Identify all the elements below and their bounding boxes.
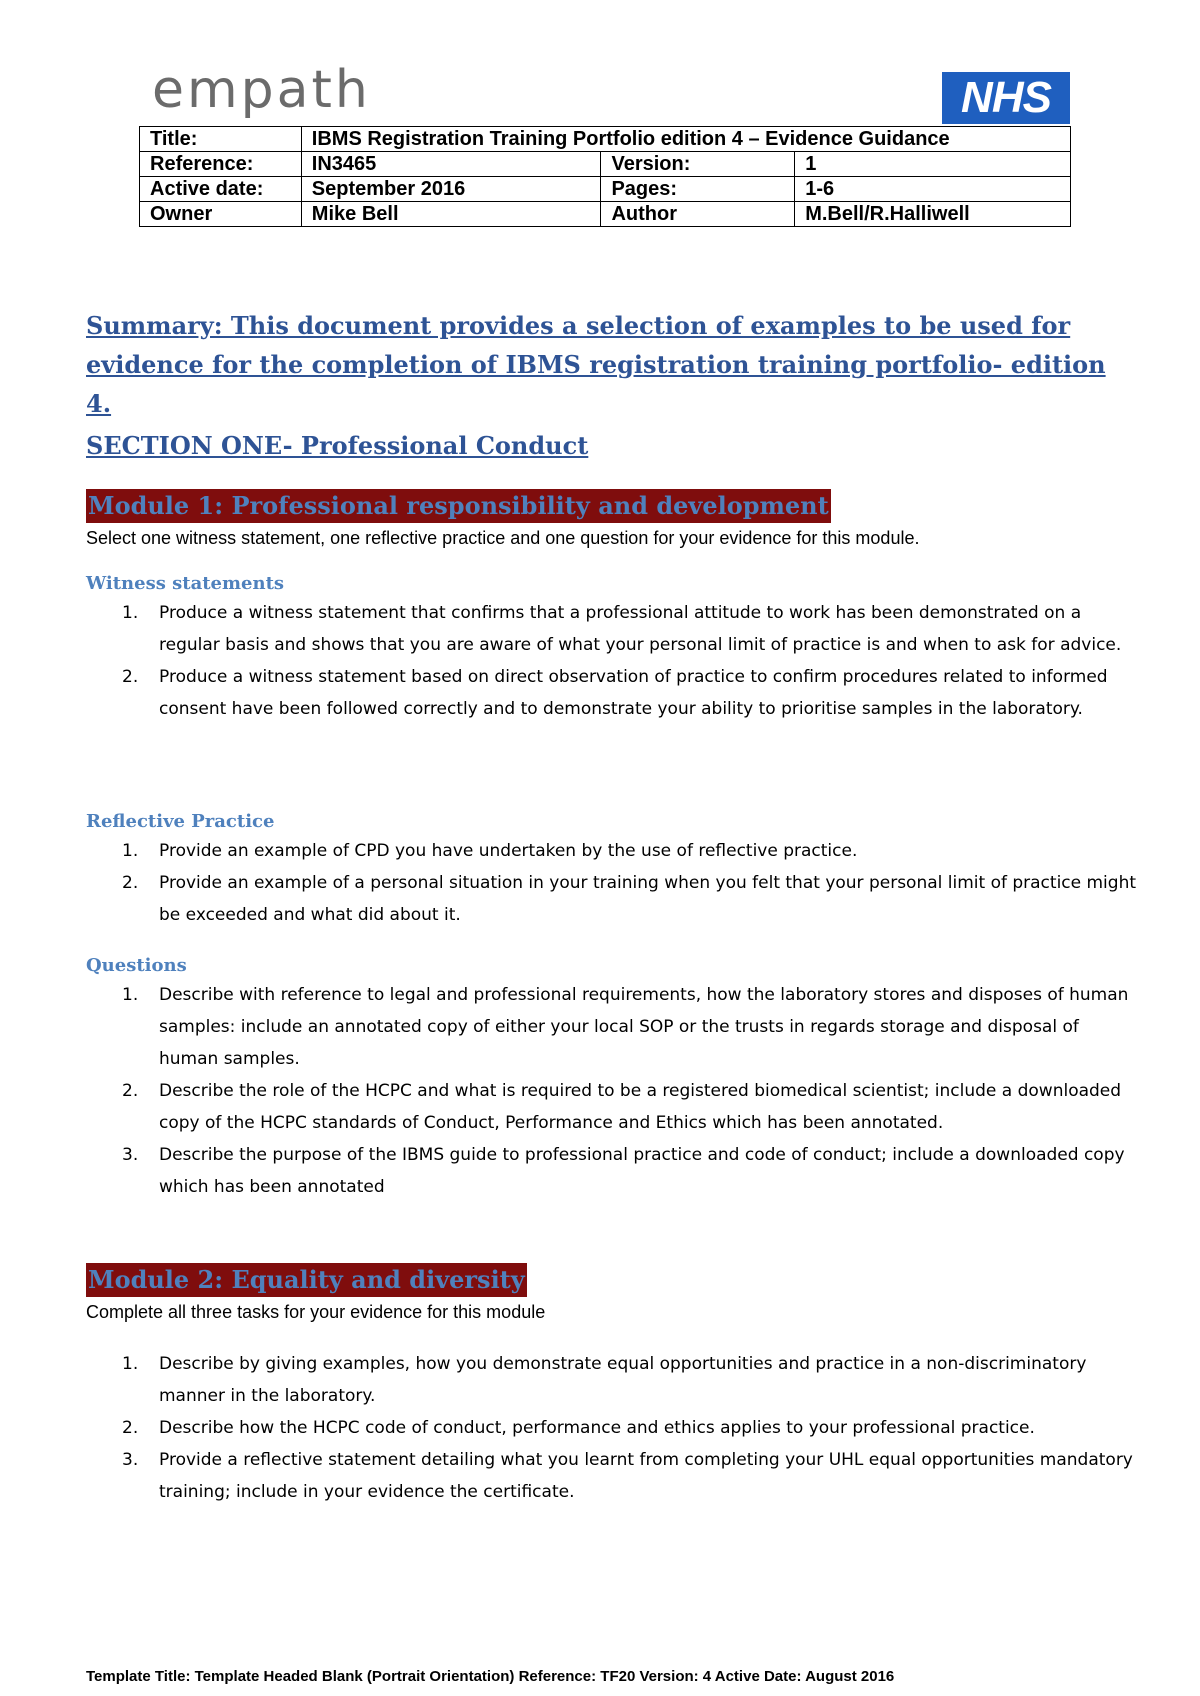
section-title: SECTION ONE- Professional Conduct [86, 431, 589, 460]
page-footer: Template Title: Template Headed Blank (Portrait Orientation) Reference: TF20 Version: 4 Active Date: August 2016 [86, 1668, 895, 1685]
list-item: 1. Provide an example of CPD you have undertaken by the use of reflective practice. [122, 841, 858, 861]
module1-intro: Select one witness statement, one reflective practice and one question for your evidence for this module. [86, 528, 920, 548]
empath-logo: empath [152, 60, 371, 120]
list-item: 2. Provide an example of a personal situation in your training when you felt that your personal limit of practice might be exceeded and what did about it. [122, 873, 1137, 925]
owner-value: Mike Bell [301, 202, 601, 227]
list-item: 3. Provide a reflective statement detailing what you learnt from completing your UHL equal opportunities mandatory training; include in your evidence the certificate. [122, 1450, 1133, 1502]
reference-label: Reference: [140, 152, 302, 177]
author-value: M.Bell/R.Halliwell [795, 202, 1071, 227]
list-item: 2. Describe the role of the HCPC and what is required to be a registered biomedical scientist; include a downloaded copy of the HCPC standards of Conduct, Performance and Ethics which has been annotated. [122, 1081, 1122, 1133]
reference-value: IN3465 [301, 152, 601, 177]
list-item: 2. Describe how the HCPC code of conduct, performance and ethics applies to your professional practice. [122, 1418, 1035, 1438]
module2-task-list [86, 1348, 1136, 1508]
questions-heading: Questions [86, 955, 187, 976]
list-item: 1. Describe by giving examples, how you demonstrate equal opportunities and practice in a non-discriminatory manner in the laboratory. [122, 1354, 1087, 1406]
witness-statements-heading: Witness statements [86, 573, 285, 594]
title-label: Title: [140, 127, 302, 152]
witness-statements-list [86, 597, 1136, 725]
active-date-value: September 2016 [301, 177, 601, 202]
reflective-practice-heading: Reflective Practice [86, 811, 275, 832]
pages-label: Pages: [601, 177, 795, 202]
list-item: 3. Describe the purpose of the IBMS guide to professional practice and code of conduct; include a downloaded copy which has been annotated [122, 1145, 1125, 1197]
owner-label: Owner [140, 202, 302, 227]
version-label: Version: [601, 152, 795, 177]
pages-value: 1-6 [795, 177, 1071, 202]
summary-heading: Summary: This document provides a selection of examples to be used for evidence for the completion of IBMS registration training portfolio- edition 4. [86, 311, 1106, 418]
meta-row-owner [140, 202, 1071, 227]
nhs-logo: NHS [942, 72, 1070, 124]
active-date-label: Active date: [140, 177, 302, 202]
version-value: 1 [795, 152, 1071, 177]
reflective-practice-list [86, 835, 1136, 931]
title-value: IBMS Registration Training Portfolio edition 4 – Evidence Guidance [301, 127, 1070, 152]
author-label: Author [601, 202, 795, 227]
list-item: 1. Describe with reference to legal and professional requirements, how the laboratory stores and disposes of human samples: include an annotated copy of either your local SOP or the trusts in regards storage and disposal of human samples. [122, 985, 1129, 1069]
document-meta-table [139, 126, 1071, 227]
module1-title: Module 1: Professional responsibility and development [86, 489, 831, 523]
module2-title: Module 2: Equality and diversity [86, 1263, 527, 1297]
list-item: 1. Produce a witness statement that confirms that a professional attitude to work has been demonstrated on a regular basis and shows that you are aware of what your personal limit of practice is and when to ask for advice. [122, 603, 1122, 655]
list-item: 2. Produce a witness statement based on direct observation of practice to confirm procedures related to informed consent have been followed correctly and to demonstrate your ability to prioritise samples in the laboratory. [122, 667, 1108, 719]
questions-list [86, 979, 1136, 1203]
meta-row-title [140, 127, 1071, 152]
module2-intro: Complete all three tasks for your evidence for this module [86, 1302, 546, 1322]
meta-row-reference [140, 152, 1071, 177]
meta-row-active-date [140, 177, 1071, 202]
